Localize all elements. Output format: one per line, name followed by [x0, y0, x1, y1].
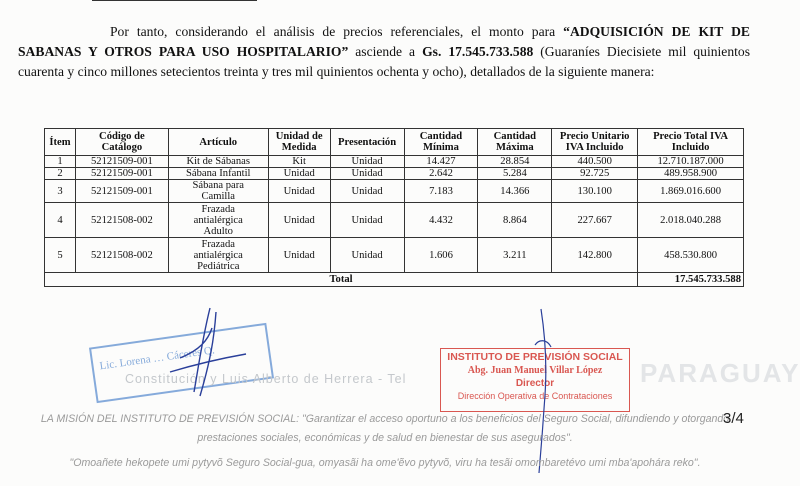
red-stamp-name: Abg. Juan Manuel Villar López [467, 365, 603, 376]
cell-catalog-code: 52121509-001 [75, 180, 168, 203]
cell-max-qty: 3.211 [478, 238, 552, 273]
page-number: 3/4 [723, 410, 744, 427]
cell-item: 1 [45, 156, 76, 168]
mission-line-2: prestaciones sociales, económicas y de salud en bienestar de sus asegurados". [197, 432, 573, 444]
middle-text: asciende a [348, 44, 423, 59]
cell-article: Frazada antialérgica Pediátrica [168, 238, 268, 273]
cell-catalog-code: 52121509-001 [75, 168, 168, 180]
red-stamp-title: Director [515, 378, 555, 389]
blue-stamp-text: Lic. Lorena … Cáceres Q. [98, 344, 216, 373]
table-row [45, 168, 744, 180]
cell-total-price: 2.018.040.288 [638, 203, 744, 238]
table-row [45, 203, 744, 238]
cell-total-price: 458.530.800 [638, 238, 744, 273]
cell-min-qty: 14.427 [404, 156, 478, 168]
mission-line-1: LA MISIÓN DEL INSTITUTO DE PREVISIÓN SOCIAL: "Garantizar el acceso oportuno a los beneficios del Seguro Social, difundiendo y otorgando [40, 413, 730, 425]
cell-presentation: Unidad [330, 168, 404, 180]
cell-presentation: Unidad [330, 180, 404, 203]
cell-max-qty: 14.366 [478, 180, 552, 203]
cell-unit-price: 130.100 [552, 180, 638, 203]
header-catalog-code: Código de Catálogo [75, 129, 168, 156]
cell-unit: Unidad [268, 168, 330, 180]
cell-item: 5 [45, 238, 76, 273]
cell-total-price: 12.710.187.000 [638, 156, 744, 168]
cell-unit: Unidad [268, 203, 330, 238]
cell-unit: Kit [268, 156, 330, 168]
cell-min-qty: 2.642 [404, 168, 478, 180]
table-row [45, 156, 744, 168]
header-presentation: Presentación [330, 129, 404, 156]
header-max-qty: Cantidad Máxima [478, 129, 552, 156]
cell-max-qty: 5.284 [478, 168, 552, 180]
table-row [45, 180, 744, 203]
watermark-text: PARAGUAY [640, 358, 800, 388]
cell-unit-price: 440.500 [552, 156, 638, 168]
cell-article: Frazada antialérgica Adulto [168, 203, 268, 238]
cell-total-price: 1.869.016.600 [638, 180, 744, 203]
blue-stamp [89, 323, 274, 403]
header-article: Artículo [168, 129, 268, 156]
cell-catalog-code: 52121509-001 [75, 156, 168, 168]
cell-presentation: Unidad [330, 156, 404, 168]
cell-total-price: 489.958.900 [638, 168, 744, 180]
total-amount: Gs. 17.545.733.588 [422, 44, 534, 59]
total-label: Total [45, 273, 638, 287]
cell-item: 2 [45, 168, 76, 180]
guarani-statement: "Omoañete hekopete umi pytyvõ Seguro Social-gua, omyasãi ha ome'ẽvo pytyvõ, viru ha tesãi omombaretévo umi mba'apohára reko". [69, 457, 701, 469]
cell-max-qty: 8.864 [478, 203, 552, 238]
price-table [44, 128, 744, 287]
mission-statement [10, 410, 760, 448]
cell-min-qty: 4.432 [404, 203, 478, 238]
header-min-qty: Cantidad Mínima [404, 129, 478, 156]
cell-unit-price: 142.800 [552, 238, 638, 273]
cell-catalog-code: 52121508-002 [75, 203, 168, 238]
cell-article: Sábana para Camilla [168, 180, 268, 203]
top-rule [92, 0, 257, 1]
red-stamp [440, 348, 630, 412]
cell-max-qty: 28.854 [478, 156, 552, 168]
header-item: Ítem [45, 129, 76, 156]
cell-unit-price: 227.667 [552, 203, 638, 238]
red-stamp-department: Dirección Operativa de Contrataciones [457, 391, 613, 401]
red-stamp-institution: INSTITUTO DE PREVISIÓN SOCIAL [447, 351, 623, 363]
total-value: 17.545.733.588 [638, 273, 744, 287]
cell-catalog-code: 52121508-002 [75, 238, 168, 273]
cell-min-qty: 7.183 [404, 180, 478, 203]
cell-item: 4 [45, 203, 76, 238]
intro-text: Por tanto, considerando el análisis de precios referenciales, el monto para [110, 24, 564, 39]
amount-in-words: (Guaraníes Diecisiete mil quinientos cuarenta y cinco millones setecientos treinta y tres mil quinientos ochenta y ocho), detallados de la siguiente manera: [18, 44, 750, 79]
header-unit: Unidad de Medida [268, 129, 330, 156]
total-row [45, 273, 744, 287]
cell-presentation: Unidad [330, 238, 404, 273]
header-unit-price: Precio Unitario IVA Incluido [552, 129, 638, 156]
procurement-title: “ADQUISICIÓN DE KIT DE SABANAS Y OTROS PARA USO HOSPITALARIO” [18, 24, 750, 59]
cell-article: Sábana Infantil [168, 168, 268, 180]
cell-article: Kit de Sábanas [168, 156, 268, 168]
intro-paragraph [18, 22, 750, 82]
cell-item: 3 [45, 180, 76, 203]
table-header-row [45, 129, 744, 156]
cell-min-qty: 1.606 [404, 238, 478, 273]
header-total-price: Precio Total IVA Incluido [638, 129, 744, 156]
table-row [45, 238, 744, 273]
cell-unit: Unidad [268, 180, 330, 203]
address-line: Constitución y Luis Alberto de Herrera - Tel [125, 372, 407, 386]
cell-unit-price: 92.725 [552, 168, 638, 180]
cell-presentation: Unidad [330, 203, 404, 238]
cell-unit: Unidad [268, 238, 330, 273]
